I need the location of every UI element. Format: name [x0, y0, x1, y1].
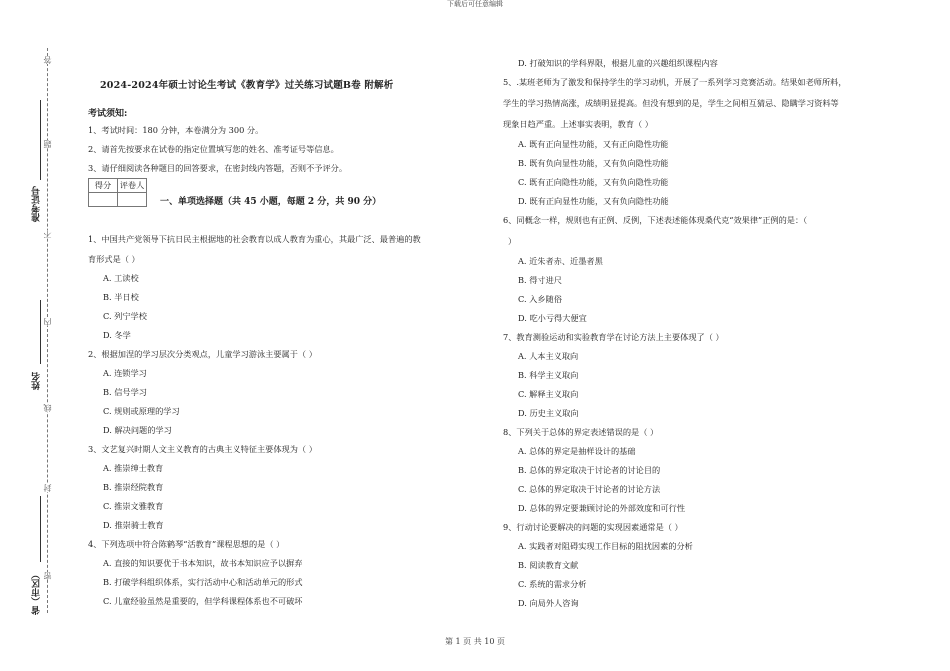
question-stem: 9、行动讨论要解决的问题的实现因素通常是（ ）	[503, 522, 683, 532]
province-label: 省（市区）	[32, 570, 42, 615]
answer-option[interactable]: C. 儿童经验虽然是重要的，但学科课程体系也不可破坏	[103, 596, 303, 606]
seal-mark: 不	[43, 230, 52, 238]
binding-margin	[0, 0, 70, 671]
answer-option[interactable]: B. 阅读教育文献	[518, 560, 579, 570]
answer-option[interactable]: B. 打破学科组织体系，实行活动中心和活动单元的形式	[103, 577, 303, 587]
question-stem: 6、同概念一样，规则也有正例、反例，下述表述能体现桑代克“效果律”正例的是：（	[503, 215, 808, 225]
exam-note: 1、考试时间：180 分钟，本卷满分为 300 分。	[88, 125, 264, 135]
name-field[interactable]	[40, 300, 41, 364]
page-header-note: 下载后可任意编辑	[447, 0, 503, 8]
score-cell[interactable]	[89, 193, 118, 207]
answer-option[interactable]: C. 推崇文雅教育	[103, 501, 164, 511]
answer-option[interactable]: D. 既有正向显性功能，又有负向隐性功能	[518, 196, 669, 206]
exam-note: 2、请首先按要求在试卷的指定位置填写您的姓名、准考证号等信息。	[88, 144, 339, 154]
exam-note: 3、请仔细阅读各种题目的回答要求，在密封线内答题，否则不予评分。	[88, 163, 348, 173]
seal-mark: 答	[43, 56, 52, 64]
answer-option[interactable]: D. 冬学	[103, 330, 131, 340]
answer-option[interactable]: A. 近朱者赤、近墨者黑	[518, 256, 603, 266]
question-stem: 育形式是（ ）	[88, 254, 140, 264]
answer-option[interactable]: B. 得寸进尺	[518, 275, 562, 285]
answer-option[interactable]: C. 入乡随俗	[518, 294, 562, 304]
seal-mark: 内	[43, 318, 52, 326]
answer-option[interactable]: D. 推崇骑士教育	[103, 520, 164, 530]
question-stem: ）	[508, 236, 517, 246]
answer-option[interactable]: C. 系统的需求分析	[518, 579, 587, 589]
grader-cell[interactable]	[118, 193, 147, 207]
section-title: 一、单项选择题（共 45 小题，每题 2 分，共 90 分）	[160, 197, 382, 207]
seal-mark: 密	[43, 572, 52, 580]
question-stem: 学生的学习热情高涨，成绩明显提高。但没有想到的是，学生之间相互猜忌、隐瞒学习资料等	[503, 98, 839, 108]
seal-mark: 封	[43, 484, 52, 492]
answer-option[interactable]: D. 吃小亏得大便宜	[518, 313, 587, 323]
answer-option[interactable]: C. 列宁学校	[103, 311, 147, 321]
answer-option[interactable]: D. 历史主义取向	[518, 408, 579, 418]
grader-label: 评卷人	[118, 179, 147, 193]
question-stem: 5、.某班老师为了激发和保持学生的学习动机，开展了一系列学习竞赛活动。结果如老师所料，	[503, 77, 847, 87]
question-stem: 8、下列关于总体的界定表述错误的是（ ）	[503, 427, 659, 437]
question-stem: 现象日趋严重。上述事实表明，教育（ ）	[503, 119, 653, 129]
question-stem: 1、中国共产党领导下抗日民主根据地的社会教育以成人教育为重心，其最广泛、最普遍的教	[88, 234, 421, 244]
answer-option[interactable]: C. 规则或原理的学习	[103, 406, 180, 416]
answer-option[interactable]: A. 既有正向显性功能，又有正向隐性功能	[518, 139, 669, 149]
exam-id-label: 准考证号	[32, 186, 42, 222]
answer-option[interactable]: A. 人本主义取向	[518, 351, 579, 361]
answer-option[interactable]: D. 向局外人咨询	[518, 598, 579, 608]
answer-option[interactable]: B. 总体的界定取决于讨论者的讨论目的	[518, 465, 661, 475]
document-title: 2024-2024年硕士讨论生考试《教育学》过关练习试题B卷 附解析	[100, 80, 394, 91]
answer-option[interactable]: D. 总体的界定要兼顾讨论的外部效度和可行性	[518, 503, 686, 513]
answer-option[interactable]: D. 打破知识的学科界限，根据儿童的兴趣组织课程内容	[518, 58, 718, 68]
answer-option[interactable]: A. 推崇绅士教育	[103, 463, 164, 473]
answer-option[interactable]: B. 推崇经院教育	[103, 482, 164, 492]
answer-option[interactable]: D. 解决问题的学习	[103, 425, 172, 435]
seal-mark: 线	[43, 404, 52, 412]
answer-option[interactable]: C. 解释主义取向	[518, 389, 579, 399]
exam-id-field[interactable]	[40, 100, 41, 180]
answer-option[interactable]: B. 既有负向显性功能，又有负向隐性功能	[518, 158, 669, 168]
answer-option[interactable]: A. 直接的知识要优于书本知识，故书本知识应予以摒弃	[103, 558, 303, 568]
answer-option[interactable]: C. 既有正向隐性功能，又有负向隐性功能	[518, 177, 669, 187]
question-stem: 2、根据加涅的学习层次分类观点，儿童学习游泳主要属于（ ）	[88, 349, 317, 359]
answer-option[interactable]: B. 信号学习	[103, 387, 147, 397]
province-field[interactable]	[40, 496, 41, 562]
score-box	[88, 178, 147, 207]
exam-notes-title: 考试须知:	[88, 109, 128, 119]
seal-mark: 题	[43, 140, 52, 148]
answer-option[interactable]: A. 实践者对阻碍实现工作目标的阻扰因素的分析	[518, 541, 693, 551]
answer-option[interactable]: A. 连锁学习	[103, 368, 147, 378]
name-label: 姓名	[32, 372, 42, 390]
seal-line	[47, 48, 48, 613]
page-footer: 第 1 页 共 10 页	[445, 637, 505, 646]
answer-option[interactable]: B. 半日校	[103, 292, 139, 302]
answer-option[interactable]: A. 总体的界定是抽样设计的基础	[518, 446, 636, 456]
answer-option[interactable]: A. 工读校	[103, 273, 139, 283]
score-label: 得分	[89, 179, 118, 193]
question-stem: 7、教育测验运动和实验教育学在讨论方法上主要体现了（ ）	[503, 332, 724, 342]
question-stem: 3、文艺复兴时期人文主义教育的古典主义特征主要体现为（ ）	[88, 444, 317, 454]
answer-option[interactable]: C. 总体的界定取决于讨论者的讨论方法	[518, 484, 661, 494]
answer-option[interactable]: B. 科学主义取向	[518, 370, 579, 380]
question-stem: 4、下列选项中符合陈鹤琴“活教育”课程思想的是（ ）	[88, 539, 285, 549]
